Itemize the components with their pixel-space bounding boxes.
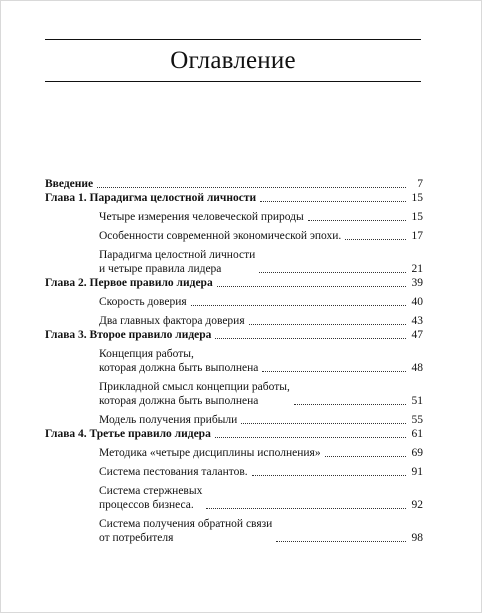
toc-page-number: 15 xyxy=(411,192,423,204)
toc-label: Глава 2. Первое правило лидера xyxy=(45,277,213,289)
dot-leader xyxy=(241,423,406,424)
toc-label: Парадигма целостной личности и четыре правила лидера xyxy=(99,249,256,275)
toc-page-number: 98 xyxy=(411,532,423,544)
toc-page-number: 47 xyxy=(411,329,423,341)
toc-page-number: 17 xyxy=(411,230,423,242)
toc-entry-section[interactable] xyxy=(45,314,423,328)
toc-label: Система стержневых процессов бизнеса. xyxy=(99,485,203,511)
toc-entry-section[interactable] xyxy=(45,446,423,460)
toc-entry-chapter-4[interactable] xyxy=(45,427,423,441)
toc-label: Концепция работы, которая должна быть выполнена xyxy=(99,348,259,374)
toc-entry-section[interactable] xyxy=(45,517,423,545)
toc-label: Модель получения прибыли xyxy=(99,414,238,426)
toc-label: Введение xyxy=(45,178,94,190)
dot-leader xyxy=(276,541,406,542)
dot-leader xyxy=(217,286,406,287)
page-title: Оглавление xyxy=(170,47,296,74)
toc-label: Методика «четыре дисциплины исполнения» xyxy=(99,447,321,459)
toc-entry-chapter-2[interactable] xyxy=(45,276,423,290)
dot-leader xyxy=(252,475,406,476)
toc-entry-chapter-1[interactable] xyxy=(45,191,423,205)
toc-label: Четыре измерения человеческой природы xyxy=(99,211,304,223)
toc-entry-section[interactable] xyxy=(45,229,423,243)
toc-label: Глава 3. Второе правило лидера xyxy=(45,329,212,341)
toc-entry-section[interactable] xyxy=(45,210,423,224)
dot-leader xyxy=(191,305,406,306)
toc-page-number: 40 xyxy=(411,296,423,308)
dot-leader xyxy=(259,272,406,273)
toc-entry-section[interactable] xyxy=(45,413,423,427)
toc-page-number: 21 xyxy=(411,263,423,275)
toc-entry-section[interactable] xyxy=(45,295,423,309)
toc-page-number: 7 xyxy=(417,178,423,190)
toc-entry-chapter-3[interactable] xyxy=(45,328,423,342)
toc-page-number: 48 xyxy=(411,362,423,374)
toc-label: Система пестования талантов. xyxy=(99,466,248,478)
dot-leader xyxy=(294,404,406,405)
toc-entry-section[interactable] xyxy=(45,380,423,408)
toc-page-number: 15 xyxy=(411,211,423,223)
title-rule-block xyxy=(45,39,421,82)
dot-leader xyxy=(249,324,406,325)
toc-label: Глава 4. Третье правило лидера xyxy=(45,428,211,440)
table-of-contents xyxy=(45,177,423,545)
toc-entry-section[interactable] xyxy=(45,484,423,512)
dot-leader xyxy=(215,338,406,339)
toc-entry-section[interactable] xyxy=(45,248,423,276)
dot-leader xyxy=(215,437,406,438)
dot-leader xyxy=(206,508,406,509)
dot-leader xyxy=(345,239,406,240)
toc-label: Скорость доверия xyxy=(99,296,187,308)
toc-label: Прикладной смысл концепции работы, которая должна быть выполнена xyxy=(99,381,290,407)
toc-page-number: 43 xyxy=(411,315,423,327)
toc-page-number: 39 xyxy=(411,277,423,289)
toc-label: Глава 1. Парадигма целостной личности xyxy=(45,192,257,204)
toc-label: Два главных фактора доверия xyxy=(99,315,245,327)
toc-page-number: 92 xyxy=(411,499,423,511)
toc-page-number: 51 xyxy=(411,395,423,407)
toc-page-number: 55 xyxy=(411,414,423,426)
toc-page-number: 61 xyxy=(411,428,423,440)
toc-page-number: 91 xyxy=(411,466,423,478)
toc-page-number: 69 xyxy=(411,447,423,459)
dot-leader xyxy=(97,187,406,188)
toc-label: Система получения обратной связи от потребителя xyxy=(99,518,273,544)
toc-entry-intro[interactable] xyxy=(45,177,423,191)
dot-leader xyxy=(260,201,406,202)
toc-entry-section[interactable] xyxy=(45,465,423,479)
dot-leader xyxy=(262,371,406,372)
dot-leader xyxy=(325,456,406,457)
toc-entry-section[interactable] xyxy=(45,347,423,375)
toc-label: Особенности современной экономической эпохи. xyxy=(99,230,342,242)
dot-leader xyxy=(308,220,406,221)
